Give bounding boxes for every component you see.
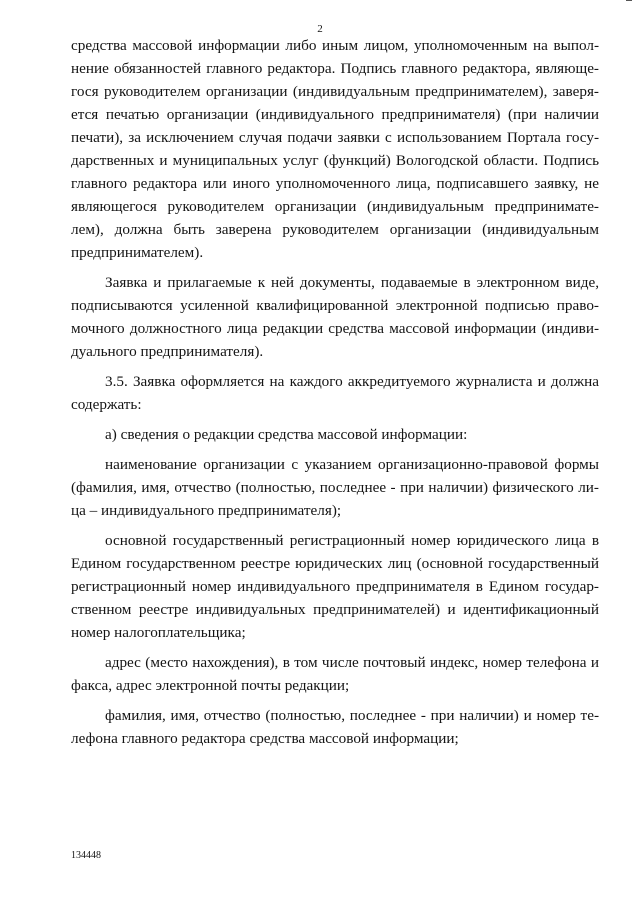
paragraph (71, 529, 599, 644)
paragraph-line: 3.5. Заявка оформляется на каждого аккредитуемого журналиста и должна (105, 373, 599, 390)
paragraph-line: гося руководителем организации (индивидуальным предпринимателем), заверя- (71, 83, 599, 100)
paragraph-line: ца – индивидуального предпринимателя); (71, 502, 342, 519)
paragraph-line: являющегося руководителем организации (индивидуальным предпринимате- (71, 198, 599, 215)
paragraph-line: ственном реестре индивидуальных предпринимателей) и идентификационный (71, 601, 599, 618)
paragraph-line: лефона главного редактора средства массовой информации; (71, 730, 459, 747)
paragraph-line: печати), за исключением случая подачи заявки с использованием Портала госу- (71, 129, 599, 146)
paragraph-line: (фамилия, имя, отчество (полностью, последнее - при наличии) физического ли- (71, 479, 599, 496)
paragraph-line: факса, адрес электронной почты редакции; (71, 677, 350, 694)
paragraph-line: мочного должностного лица редакции средства массовой информации (индиви- (71, 320, 599, 337)
paragraph (71, 704, 599, 750)
paragraph (71, 651, 599, 697)
paragraph-line: главного редактора или иного уполномоченного лица, подписавшего заявку, не (71, 175, 599, 192)
paragraph-line: дуального предпринимателя). (71, 343, 264, 360)
paragraph-line: а) сведения о редакции средства массовой информации: (105, 426, 468, 443)
paragraph-line: содержать: (71, 396, 142, 413)
paragraph-line: ется печатью организации (индивидуального предпринимателя) (при наличии (71, 106, 599, 123)
paragraph-line: номер налогоплательщика; (71, 624, 246, 641)
paragraph-line: регистрационный номер индивидуального предпринимателя в Едином государ- (71, 578, 599, 595)
page-number: 2 (317, 23, 323, 35)
paragraph-line: Заявка и прилагаемые к ней документы, подаваемые в электронном виде, (105, 274, 599, 291)
paragraph (71, 453, 599, 522)
paragraph-line: нение обязанностей главного редактора. Подпись главного редактора, являюще- (71, 60, 599, 77)
paragraph-line: наименование организации с указанием организационно-правовой формы (105, 456, 599, 473)
paragraph-line: подписываются усиленной квалифицированной электронной подписью право- (71, 297, 599, 314)
scan-corner-mark (626, 0, 632, 4)
paragraph (71, 271, 599, 363)
paragraph-line: фамилия, имя, отчество (полностью, последнее - при наличии) и номер те- (105, 707, 599, 724)
paragraph (71, 423, 599, 446)
paragraph-line: лем), должна быть заверена руководителем организации (индивидуальным (71, 221, 599, 238)
paragraph-line: основной государственный регистрационный номер юридического лица в (105, 532, 599, 549)
document-body (71, 34, 599, 757)
paragraph (71, 34, 599, 264)
document-footer-code: 134448 (71, 850, 101, 861)
paragraph (71, 370, 599, 416)
paragraph-line: средства массовой информации либо иным лицом, уполномоченным на выпол- (71, 37, 599, 54)
paragraph-line: Едином государственном реестре юридических лиц (основной государственный (71, 555, 599, 572)
paragraph-line: адрес (место нахождения), в том числе почтовый индекс, номер телефона и (105, 654, 599, 671)
paragraph-line: дарственных и муниципальных услуг (функций) Вологодской области. Подпись (71, 152, 599, 169)
paragraph-line: предпринимателем). (71, 244, 204, 261)
